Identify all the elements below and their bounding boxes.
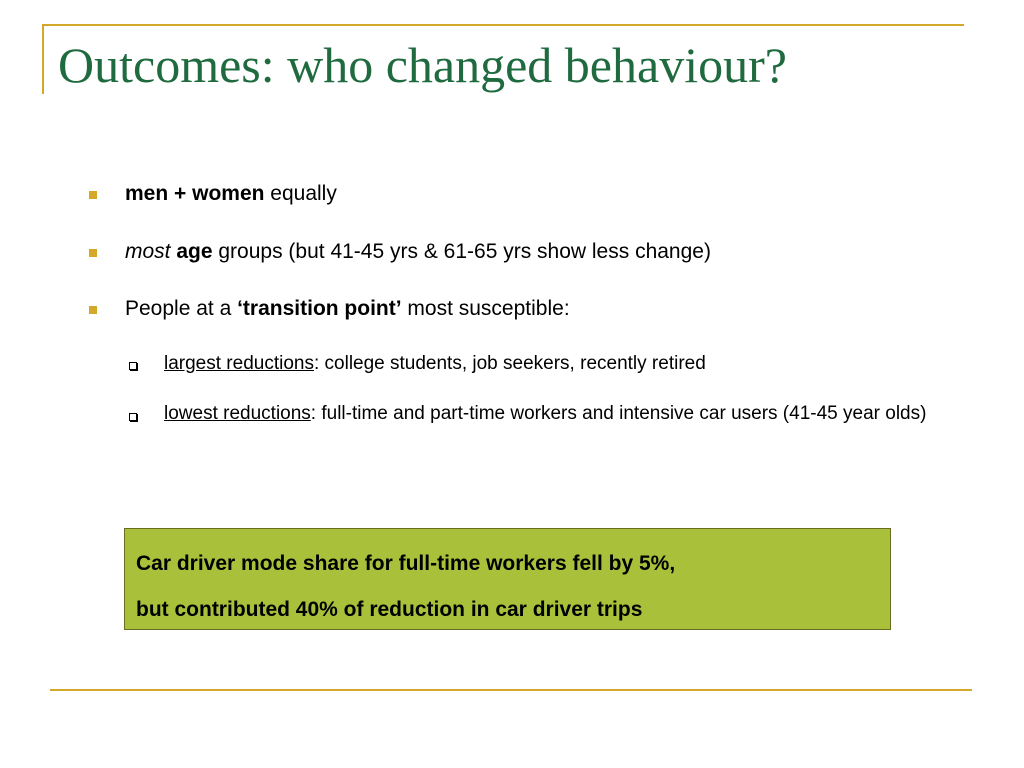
left-rule [42,24,44,94]
bullet-2-bold: age [176,240,213,263]
bullet-3-lead: People at a [125,297,238,320]
sub-bullet-1-text: : college students, job seekers, recently retired [313,353,706,374]
bottom-rule [50,689,972,691]
sub-bullet-2-text: : full-time and part-time workers and intensive car users (41-45 year olds) [310,403,927,424]
bullet-marker-1 [89,191,97,199]
bullet-3 [125,295,570,323]
slide-title: Outcomes: who changed behaviour? [58,37,787,93]
bullet-1 [125,180,337,208]
bullet-2 [125,238,711,266]
top-rule [44,24,964,26]
sub-bullet-1 [164,339,934,389]
bullet-1-bold: men + women [125,182,265,205]
bullet-2-italic: most [125,240,171,263]
bullet-2-text: groups (but 41-45 yrs & 61-65 yrs show less change) [212,240,711,263]
callout-line-1: Car driver mode share for full-time workers fell by 5%, [136,552,676,575]
sub-bullet-2 [164,389,934,439]
callout-box [124,528,891,630]
callout-line-2: but contributed 40% of reduction in car driver trips [136,598,643,621]
sub-bullet-marker-1 [129,362,137,370]
sub-bullet-1-label: largest reductions [164,353,314,374]
sub-bullet-marker-2 [129,413,137,421]
bullet-marker-3 [89,306,97,314]
bullet-3-text: most susceptible: [401,297,570,320]
sub-bullet-2-label: lowest reductions [164,403,311,424]
bullet-1-text: equally [264,182,337,205]
bullet-3-bold: ‘transition point’ [237,297,402,320]
bullet-marker-2 [89,249,97,257]
